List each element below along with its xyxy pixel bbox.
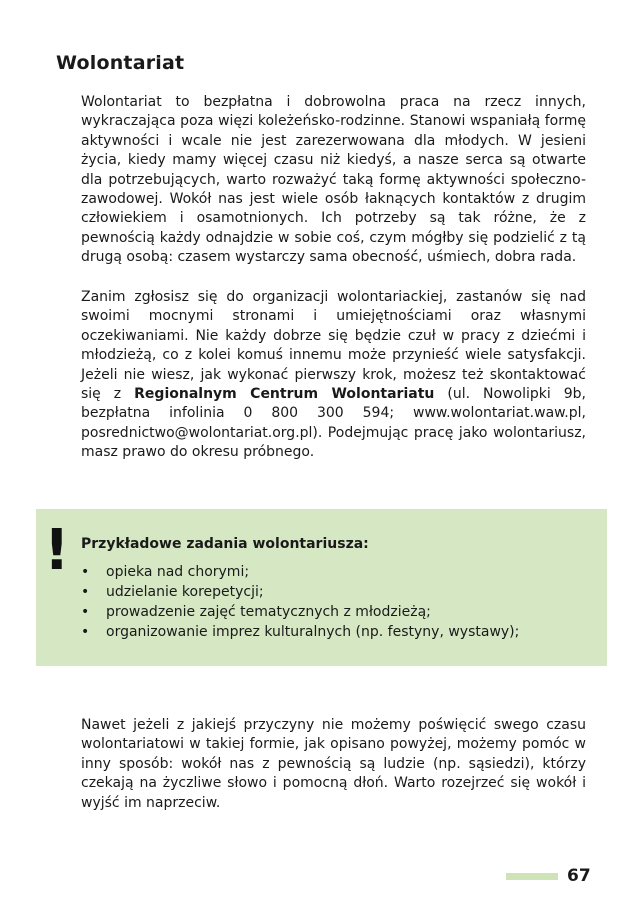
exclamation-icon: ! bbox=[44, 518, 70, 583]
how-to-start-paragraph bbox=[81, 288, 586, 463]
callout-title: Przykładowe zadania wolontariusza: bbox=[81, 536, 369, 552]
paragraph-text: (ul. Nowolipki 9b, bezpłatna infolinia 0 800 300 594; www.wolontariat.waw.pl, posrednictwo@wolontariat.org.pl). Podejmując pracę jako wolontariusz, masz prawo do okresu próbnego. bbox=[81, 386, 586, 461]
list-item: • organizowanie imprez kulturalnych (np. festyny, wystawy); bbox=[81, 622, 586, 642]
list-item: • udzielanie korepetycji; bbox=[81, 582, 586, 602]
list-item: • opieka nad chorymi; bbox=[81, 562, 586, 582]
paragraph-text: Zanim zgłosisz się do organizacji wolontariackiej, zastanów się nad swoimi mocnymi stronami i umiejętnościami oraz własnymi oczekiwaniami. Nie każdy dobrze się będzie czuł w pracy z dziećmi i młodzieżą, co z kolei komuś innemu może przynieść wiele satysfakcji. Jeżeli nie wiesz, jak wykonać pierwszy krok, możesz też skontaktować się z bbox=[81, 289, 586, 403]
page-title: Wolontariat bbox=[56, 52, 185, 74]
intro-paragraph: Wolontariat to bezpłatna i dobrowolna praca na rzecz innych, wykraczająca poza więzi koleżeńsko-rodzinne. Stanowi wspaniałą formę aktywności i wcale nie jest zarezerwowana dla młodych. W jesieni życia, kiedy mamy więcej czasu niż kiedyś, a nasze serca są otwarte dla potrzebujących, warto rozważyć taką formę aktywności społeczno-zawodowej. Wokół nas jest wiele osób łaknących kontaktów z drugim człowiekiem i osamotnionych. Ich potrzeby są tak różne, że z pewnością każdy odnajdzie w sobie coś, czym mógłby się podzielić z tą drugą osobą: czasem wystarczy sama obecność, uśmiech, dobra rada. bbox=[81, 94, 586, 266]
page-number-bar bbox=[506, 873, 558, 880]
page-number: 67 bbox=[567, 866, 591, 886]
organization-name: Regionalnym Centrum Wolontariatu bbox=[134, 386, 435, 403]
task-list bbox=[81, 562, 586, 642]
list-item: • prowadzenie zajęć tematycznych z młodzieżą; bbox=[81, 602, 586, 622]
closing-paragraph: Nawet jeżeli z jakiejś przyczyny nie możemy poświęcić swego czasu wolontariatowi w takiej formie, jak opisano powyżej, możemy pomóc w inny sposób: wokół nas z pewnością są ludzie (np. sąsiedzi), którzy czekają na życzliwe słowo i pomocną dłoń. Warto rozejrzeć się wokół i wyjść im naprzeciw. bbox=[81, 717, 586, 811]
